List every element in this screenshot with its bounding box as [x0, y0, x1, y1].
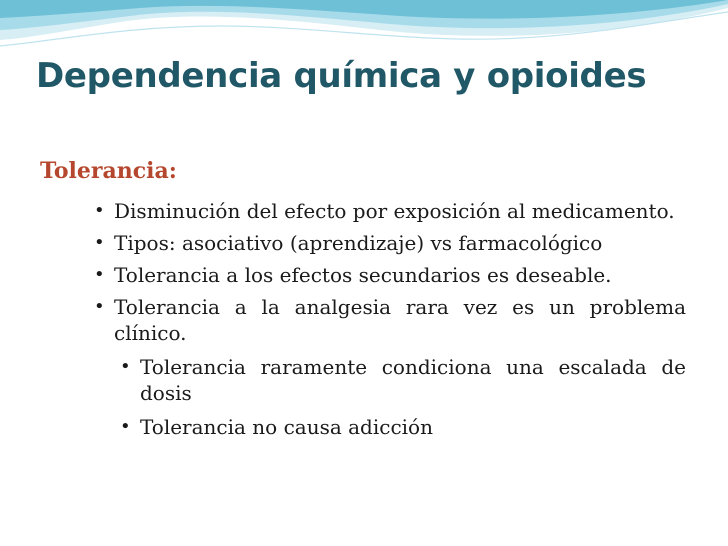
sub-bullet-text: Tolerancia raramente condiciona una escalada de dosis [140, 355, 686, 405]
bullet-dot-icon: • [120, 416, 131, 437]
bullet-item [94, 198, 686, 224]
bullet-text: Disminución del efecto por exposición al medicamento. [114, 199, 675, 223]
bullet-text: Tipos: asociativo (aprendizaje) vs farmacológico [114, 231, 603, 255]
slide-title: Dependencia química y opioides [36, 56, 647, 96]
bullet-item [94, 230, 686, 256]
section-heading: Tolerancia: [40, 158, 177, 184]
sub-bullet-list [120, 354, 686, 440]
decorative-wave-band [0, 0, 728, 60]
bullet-item [94, 262, 686, 288]
bullet-text: Tolerancia a los efectos secundarios es deseable. [114, 263, 612, 287]
bullet-dot-icon: • [94, 264, 105, 285]
bullet-dot-icon: • [94, 296, 105, 317]
sub-bullet-text: Tolerancia no causa adicción [140, 415, 433, 439]
sub-bullet-item [120, 354, 686, 406]
bullet-text: Tolerancia a la analgesia rara vez es un problema clínico. [114, 295, 686, 345]
bullet-dot-icon: • [94, 232, 105, 253]
bullet-list [94, 198, 686, 448]
sub-bullet-item [120, 414, 686, 440]
bullet-dot-icon: • [120, 356, 131, 377]
bullet-item [94, 294, 686, 440]
bullet-dot-icon: • [94, 200, 105, 221]
